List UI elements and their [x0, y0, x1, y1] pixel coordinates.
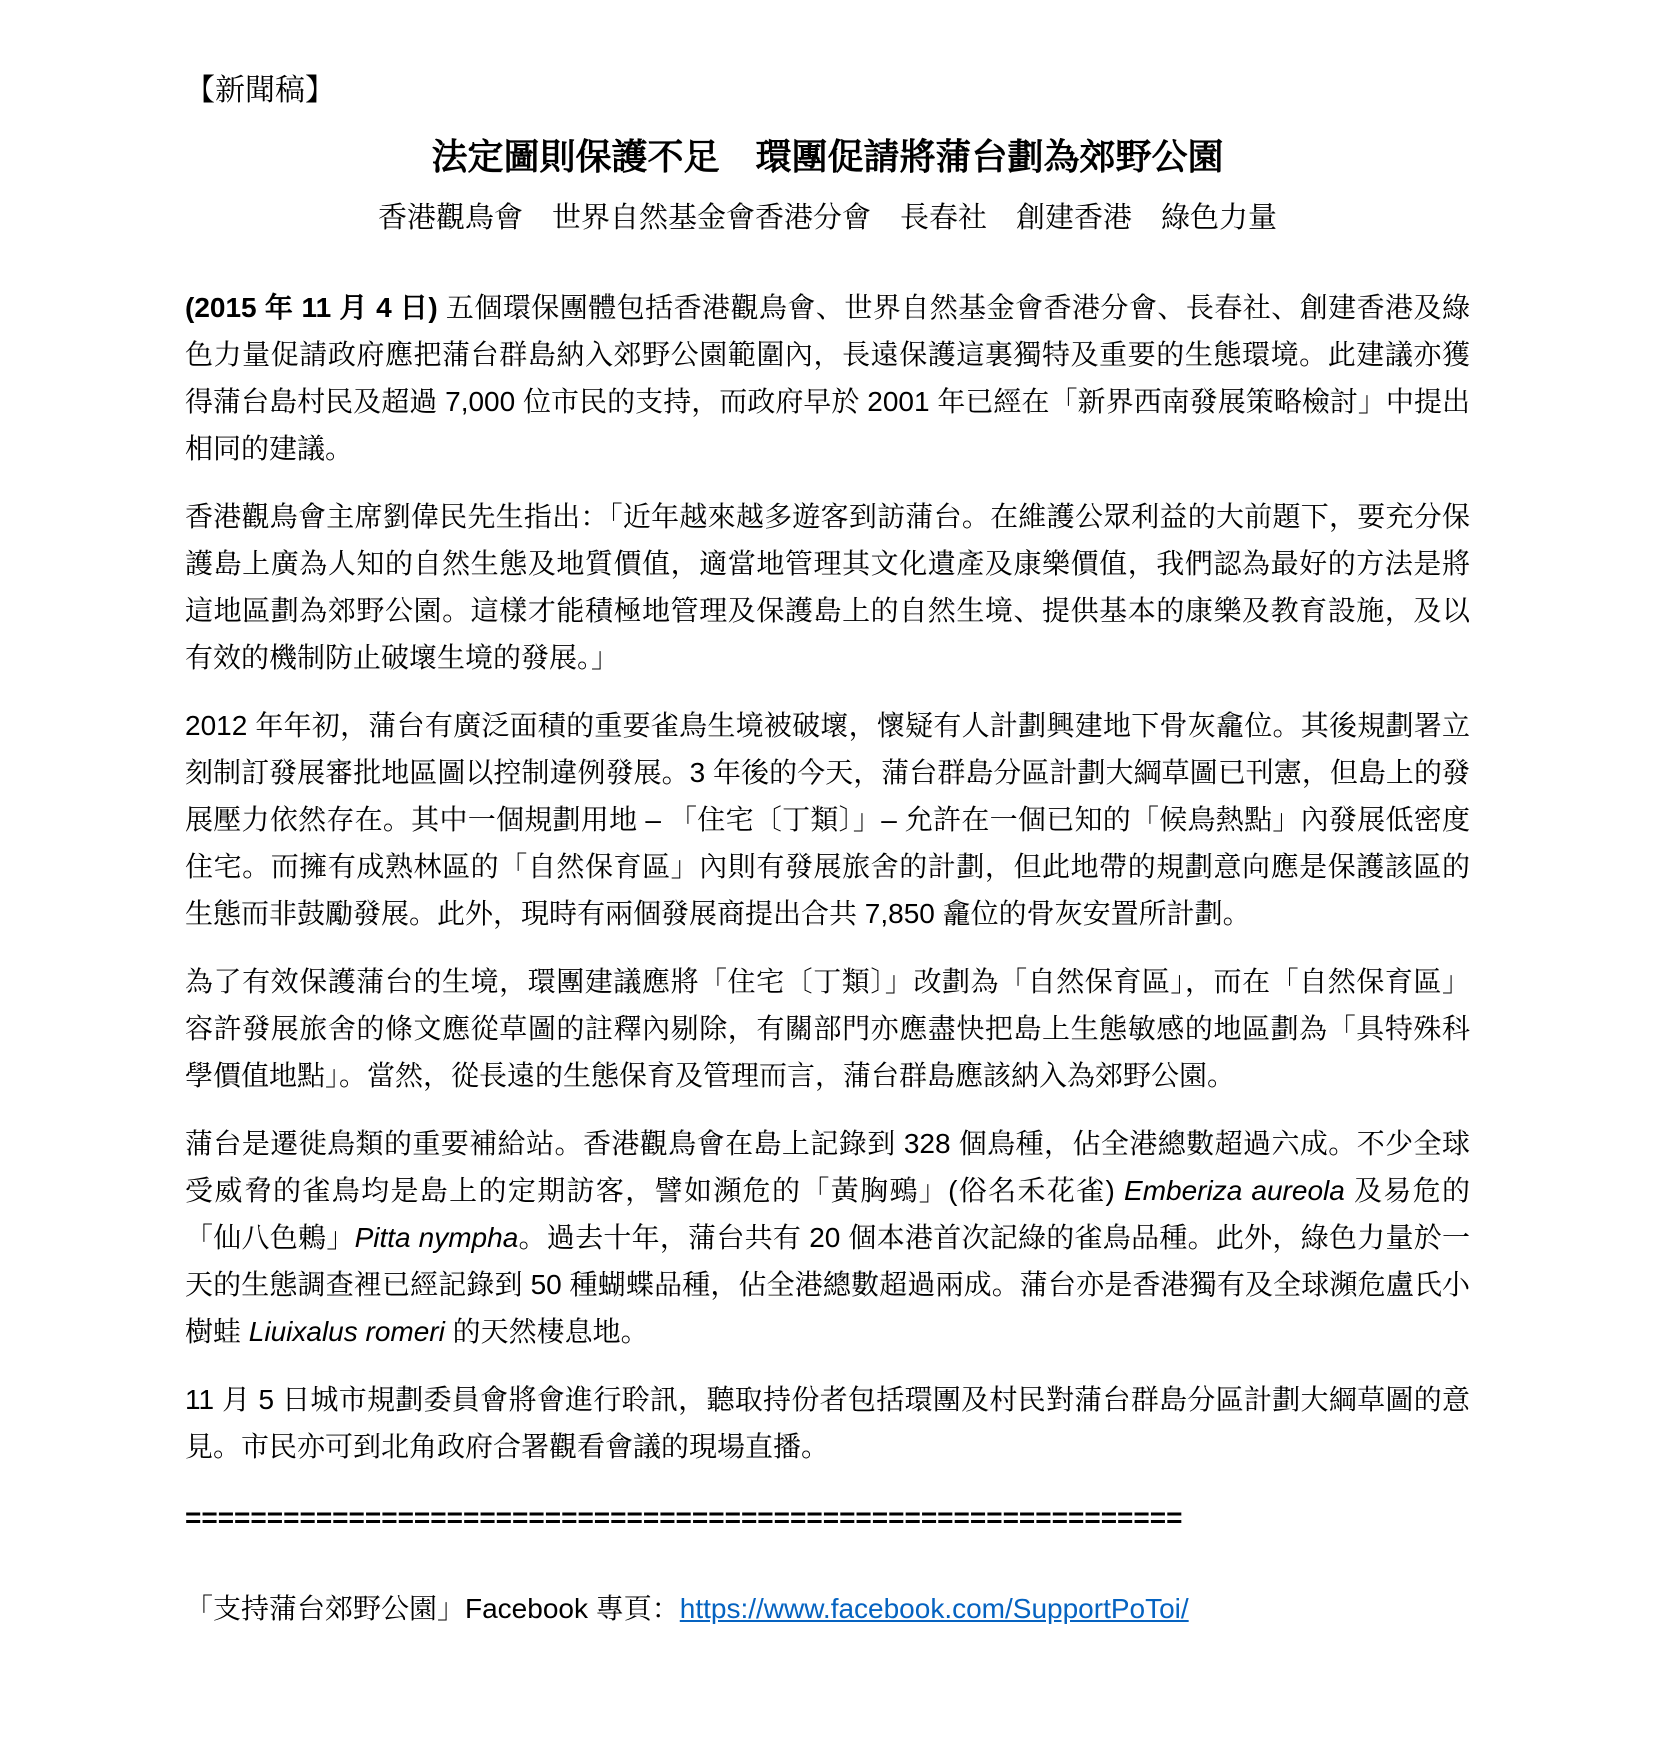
organizations-line: 香港觀鳥會 世界自然基金會香港分會 長春社 創建香港 綠色力量: [377, 202, 1277, 234]
text-segment: 。過去十年，蒲台共有 20 個本港首次記綠的雀鳥品種。此外，綠色力量於一天的生態調查裡已經記錄到 50 種蝴蝶品種，佔全港總數超過兩成。蒲台亦是香港獨有及全球瀕危盧氏小樹蛙: [185, 1222, 1470, 1347]
paragraph: [185, 702, 1470, 937]
document-body: [185, 284, 1470, 1470]
text-segment: (2015 年 11 月 4 日): [185, 292, 438, 323]
paragraph: [185, 284, 1470, 472]
text-segment: 蒲台是遷徙鳥類的重要補給站。香港觀鳥會在島上記錄到 328 個鳥種，佔全港總數超過六成。不少全球受威脅的雀鳥均是島上的定期訪客，譬如瀕危的「黃胸鵐」(俗名禾花雀): [185, 1128, 1470, 1206]
text-segment: 為了有效保護蒲台的生境，環團建議應將「住宅〔丁類〕」改劃為「自然保育區」，而在「自然保育區」容許發展旅舍的條文應從草圖的註釋內剔除，有關部門亦應盡快把島上生態敏感的地區劃為「具特殊科學價值地點」。當然，從長遠的生態保育及管理而言，蒲台群島應該納入為郊野公園。: [185, 966, 1470, 1091]
text-segment: Emberiza aureola: [1124, 1175, 1345, 1206]
text-segment: 五個環保團體包括香港觀鳥會、世界自然基金會香港分會、長春社、創建香港及綠色力量促請政府應把蒲台群島納入郊野公園範圍內，長遠保護這裏獨特及重要的生態環境。此建議亦獲得蒲台島村民及超過 7,000 位市民的支持，而政府早於 2001 年已經在「新界西南發展策略檢討」中提出相同的建議。: [185, 292, 1470, 464]
paragraph: [185, 1376, 1470, 1470]
paragraph: [185, 958, 1470, 1099]
document-tag: 【新聞稿】: [185, 74, 335, 107]
facebook-link[interactable]: https://www.facebook.com/SupportPoToi/: [679, 1593, 1189, 1624]
text-segment: 11 月 5 日城市規劃委員會將會進行聆訊，聽取持份者包括環團及村民對蒲台群島分區計劃大綱草圖的意見。市民亦可到北角政府合署觀看會議的現場直播。: [185, 1384, 1470, 1462]
paragraph: [185, 493, 1470, 681]
page-title: 法定圖則保護不足 環團促請將蒲台劃為郊野公園: [431, 136, 1224, 177]
facebook-line: [185, 1585, 1470, 1632]
text-segment: 及易危的「仙八色鶇」: [185, 1175, 1471, 1253]
text-segment: 的天然棲息地。: [444, 1316, 649, 1347]
separator-line: =============================================================: [185, 1502, 1183, 1533]
text-segment: Pitta nympha: [354, 1222, 519, 1253]
text-segment: 香港觀鳥會主席劉偉民先生指出：「近年越來越多遊客到訪蒲台。在維護公眾利益的大前題下，要充分保護島上廣為人知的自然生態及地質價值，適當地管理其文化遺產及康樂價值，我們認為最好的方法是將這地區劃為郊野公園。這樣才能積極地管理及保護島上的自然生境、提供基本的康樂及教育設施，及以有效的機制防止破壞生境的發展。」: [185, 501, 1470, 673]
text-segment: 2012 年年初，蒲台有廣泛面積的重要雀鳥生境被破壞，懷疑有人計劃興建地下骨灰龕位。其後規劃署立刻制訂發展審批地區圖以控制違例發展。3 年後的今天，蒲台群島分區計劃大綱草圖已刊憲，但島上的發展壓力依然存在。其中一個規劃用地 – 「住宅〔丁類〕」– 允許在一個已知的「候鳥熱點」內發展低密度住宅。而擁有成熟林區的「自然保育區」內則有發展旅舍的計劃，但此地帶的規劃意向應是保護該區的生態而非鼓勵發展。此外，現時有兩個發展商提出合共 7,850 龕位的骨灰安置所計劃。: [185, 710, 1470, 929]
facebook-page-label: 「支持蒲台郊野公園」Facebook 專頁：: [185, 1593, 680, 1624]
text-segment: Liuixalus romeri: [248, 1316, 445, 1347]
paragraph: [185, 1120, 1470, 1355]
